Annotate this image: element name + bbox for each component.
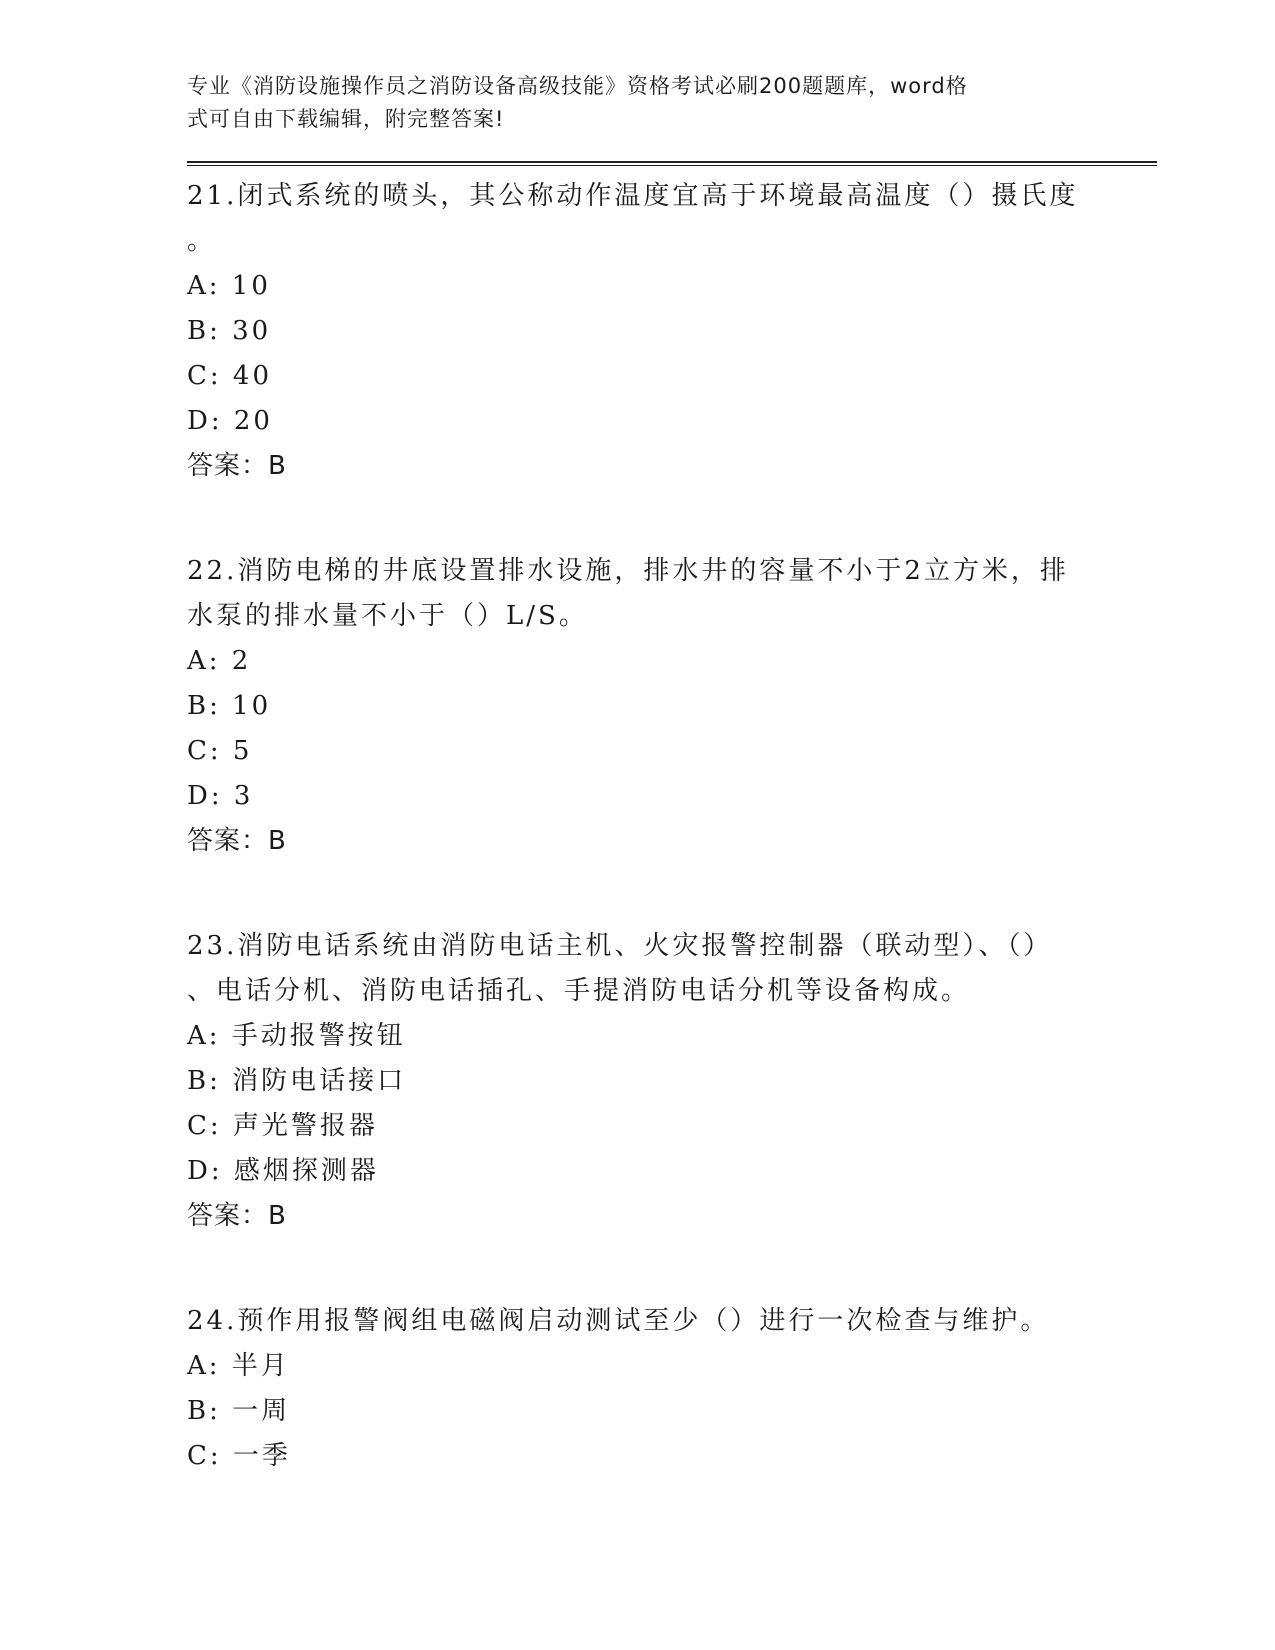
answer: 答案：B [187,1201,287,1231]
answer: 答案：B [187,826,287,856]
option-b: B: 消防电话接口 [187,1066,407,1096]
option-b: B: 10 [187,691,272,721]
question-22 [187,549,1157,864]
document-page [187,70,1157,1479]
option-d: D: 3 [187,781,254,811]
option-a: A: 10 [187,271,271,301]
header-divider [187,161,1157,166]
question-23 [187,924,1157,1239]
option-a: A: 半月 [187,1351,290,1381]
question-text: 23.消防电话系统由消防电话主机、火灾报警控制器（联动型）、（） [187,931,1053,961]
document-header [187,70,1057,136]
question-text: 22.消防电梯的井底设置排水设施，排水井的容量不小于2立方米，排 [187,556,1069,586]
option-a: A: 手动报警按钮 [187,1021,406,1051]
option-b: B: 一周 [187,1396,291,1426]
question-21 [187,174,1157,489]
option-b: B: 30 [187,316,272,346]
header-title-line2: 式可自由下载编辑，附完整答案! [187,107,505,131]
question-text-cont: 。 [187,226,217,256]
question-text-cont: 、电话分机、消防电话插孔、手提消防电话分机等设备构成。 [187,976,971,1006]
question-24 [187,1299,1157,1479]
option-c: C: 5 [187,736,253,766]
option-a: A: 2 [187,646,252,676]
header-title-line1: 专业《消防设施操作员之消防设备高级技能》资格考试必刷200题题库，word格 [187,74,968,98]
option-c: C: 声光警报器 [187,1111,378,1141]
option-c: C: 一季 [187,1441,291,1471]
question-text: 24.预作用报警阀组电磁阀启动测试至少（）进行一次检查与维护。 [187,1306,1050,1336]
answer: 答案：B [187,451,287,481]
question-text-cont: 水泵的排水量不小于（）L/S。 [187,601,588,631]
question-text: 21.闭式系统的喷头，其公称动作温度宜高于环境最高温度（）摄氏度 [187,181,1079,211]
option-d: D: 20 [187,406,273,436]
option-d: D: 感烟探测器 [187,1156,379,1186]
option-c: C: 40 [187,361,273,391]
